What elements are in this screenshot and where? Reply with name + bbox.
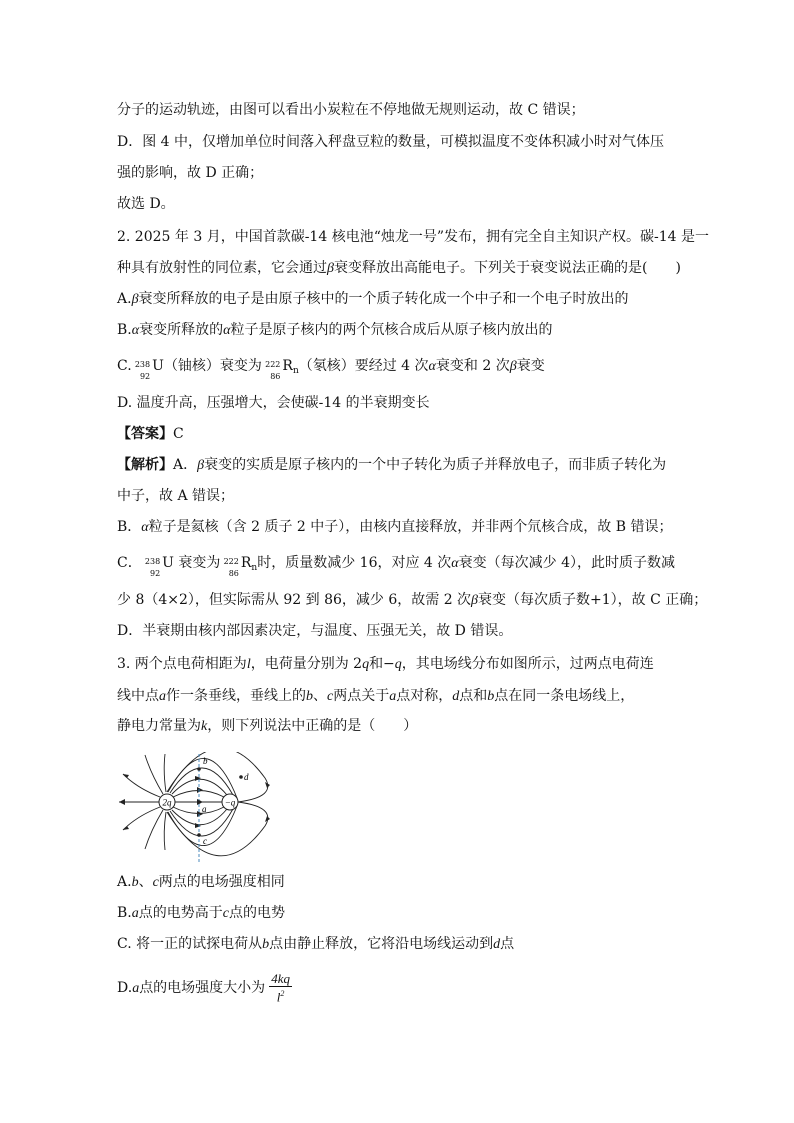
q3-text: 3. 两个点电荷相距为 [117,656,247,672]
q2-analysis-line-6 [117,621,512,641]
prev-text-4: 故选 D。 [117,196,175,212]
option-a-text: 衰变所释放的电子是由原子核中的一个质子转化成一个中子和一个电子时放出的 [138,291,629,307]
q2-option-a [117,289,629,310]
option-c-text-2: （氡核）要经过 4 次 [298,358,429,374]
mass-number: 222 [265,360,281,369]
point-a [197,800,201,804]
analysis-c-text-1: U 衰变为 [162,555,221,571]
option-b-text: 点的电势 [228,905,285,921]
q2-analysis-line-4 [117,553,675,578]
analysis-a-text: 衰变的实质是原子核内的一个中子转化为质子并释放电子，而非质子转化为 [204,457,667,473]
atomic-number: 86 [228,569,239,578]
beta-symbol: β [131,292,139,307]
mass-number: 238 [144,557,161,566]
field-line [164,754,166,792]
var-d: d [493,937,501,952]
element-symbol-sub: n [292,366,299,376]
fraction-denominator [269,987,292,1004]
analysis-c-text-5: 衰变（每次质子数+1），故 C 正确； [478,592,708,608]
atomic-number: 92 [149,569,161,578]
var-l: l [276,989,281,1005]
label-a: a [202,804,207,814]
prev-text-2: D．图 4 中，仅增加单位时间落入秤盘豆粒的数量，可模拟温度不变体积减小时对气体压 [117,134,665,150]
q3-text: 和− [369,656,395,672]
element-symbol: U [152,358,164,374]
var-k: k [201,719,208,734]
alpha-symbol: α [141,520,149,535]
var-d: d [452,689,460,704]
option-c-text-3: 衰变和 2 次 [435,358,510,374]
q3-option-c [117,934,514,955]
var-b: b [262,937,270,952]
var-a: a [132,981,140,997]
q3-stem-line-2 [117,686,634,707]
q2-stem-line-1 [117,227,709,247]
option-a-text: 两点的电场强度相同 [158,874,285,890]
option-b-label: B. [117,322,132,338]
analysis-c-text-2: 时，质量数减少 16，对应 4 次 [257,555,452,571]
q3-text: 、 [313,688,327,704]
q3-text: 作一条垂线，垂线上的 [166,688,306,704]
electric-field-diagram [117,752,282,864]
option-c-text: 点 [500,936,515,952]
q3-text: ，电荷量分别为 2 [250,656,363,672]
q3-stem-line-1 [117,654,654,675]
q3-text: 点和 [459,688,488,704]
option-c-text: C. 将一正的试探电荷从 [117,936,263,952]
option-b-text-mid: 衰变所释放的 [139,322,224,338]
q2-analysis-line-3 [117,517,672,538]
option-d-text: D. 温度升高，压强增大，会使碳-14 的半衰期变长 [117,395,430,411]
var-a: a [131,906,139,921]
q3-option-b [117,903,285,924]
alpha-symbol: α [451,556,459,571]
alpha-symbol: α [428,359,436,374]
beta-symbol: β [197,458,205,473]
prev-line-2 [117,132,664,152]
prev-text-3: 强的影响，故 D 正确； [117,165,264,181]
var-b: b [131,875,139,890]
q3-option-a [117,872,285,893]
var-q: q [362,657,370,672]
option-d-label: D. [117,980,133,997]
q2-option-c [117,356,545,381]
fraction-numerator: 4kq [271,971,290,986]
alpha-symbol: α [223,323,231,338]
q3-text: ，其电场线分布如图所示，过两点电荷连 [401,656,654,672]
analysis-label: 【解析】 [117,457,173,473]
field-line [145,810,163,849]
var-c: c [152,875,159,890]
field-line [145,755,163,794]
element-symbol: R [282,358,293,374]
label-b: b [203,756,208,766]
var-c: c [327,689,334,704]
arrow [119,799,125,805]
q3-option-d [117,972,292,1004]
q3-text: 点对称， [396,688,453,704]
prev-line-1 [117,100,585,120]
var-c: c [222,906,229,921]
beta-symbol: β [471,593,479,608]
charge-label-2q: 2q [162,797,172,808]
option-c-text-1: （铀核）衰变为 [163,358,262,374]
q2-stem-2a: 种具有放射性的同位素，它会通过 [117,260,327,276]
point-d [239,775,243,779]
prev-text-1: 分子的运动轨迹，由图可以看出小炭粒在不停地做无规则运动，故 C 错误； [117,102,585,118]
q2-analysis-line-1 [117,455,666,476]
arrow [195,823,201,828]
arrow [195,776,201,781]
q2-option-d [117,393,430,413]
var-a: a [159,689,166,704]
var-b: b [306,689,313,704]
answer-label: 【答案】 [117,426,173,442]
radon-isotope [266,361,280,381]
option-c-text-4: 衰变 [516,358,545,374]
element-symbol: R [240,555,252,571]
analysis-c-label: C． [117,555,142,571]
radon-isotope [225,558,239,578]
q3-text: ，则下列说法中正确的是（ ） [207,718,418,734]
field-line [164,812,166,850]
prev-line-3 [117,163,263,183]
option-b-text: 粒子是原子核内的两个氘核合成后从原子核内放出的 [230,322,553,338]
analysis-d-text: D．半衰期由核内部因素决定，与温度、压强无关，故 D 错误。 [117,623,513,639]
mass-number: 238 [134,360,151,369]
q2-analysis-line-5 [117,590,707,611]
var-a: a [389,689,397,704]
q2-answer [117,424,184,444]
fraction-4kq-over-l2 [269,972,292,1004]
point-c [197,833,201,837]
atomic-number: 86 [270,372,281,381]
analysis-a-text-2: 中子，故 A 错误； [117,488,235,504]
q3-text: 点在同一条电场线上， [494,688,635,704]
element-symbol-sub: n [251,563,258,573]
q3-text: 两点关于 [333,688,390,704]
q2-stem-1: 2. 2025 年 3 月，中国首款碳-14 核电池“烛龙一号”发布，拥有完全自主知识产权。碳-14 是一 [117,229,709,245]
analysis-b-text: 粒子是氦核（含 2 质子 2 中子），由核内直接释放，并非两个氘核合成，故 B 错误； [148,519,673,535]
arrow [197,787,203,793]
option-c-label: C. [117,358,132,374]
q2-option-b [117,320,552,341]
var-q: q [394,657,402,672]
var-l: l [246,657,251,672]
atomic-number: 92 [139,372,151,381]
option-b-text: 点的电势高于 [138,905,223,921]
answer-value: C [173,426,184,442]
q2-stem-line-2 [117,258,681,279]
q3-text: 线中点 [117,688,159,704]
uranium-isotope [146,558,160,578]
option-d-text: 点的电场强度大小为 [139,980,266,997]
exponent: 2 [280,989,285,998]
option-c-text: 点由静止释放，它将沿电场线运动到 [269,936,494,952]
analysis-c-text-3: 衰变（每次减少 4），此时质子数减 [458,555,676,571]
prev-line-4 [117,194,175,214]
var-b: b [487,689,495,704]
q2-stem-2c: 衰变释放出高能电子。下列关于衰变说法正确的是( ) [333,260,681,276]
label-c: c [203,836,207,846]
option-a-label: A. [117,291,132,307]
charge-label-neg-q: −q [224,797,236,808]
field-line [172,779,227,795]
q3-stem-line-3 [117,716,417,737]
q2-stem-beta: β [327,261,334,276]
field-line [172,809,227,825]
beta-symbol: β [509,359,517,374]
point-b [197,767,201,771]
alpha-symbol: α [131,323,140,338]
analysis-b-label: B． [117,519,142,535]
analysis-c-text-4: 少 8（4×2），但实际需从 92 到 86，减少 6，故需 2 次 [117,592,472,608]
option-a-text: 、 [138,874,153,890]
field-lines [119,752,268,856]
label-d: d [244,772,249,782]
q3-text: 静电力常量为 [117,718,201,734]
q2-analysis-line-2 [117,486,234,506]
mass-number: 222 [223,557,239,566]
uranium-isotope [136,361,150,381]
analysis-a-label: A． [173,457,198,473]
option-b-label: B. [117,905,132,921]
option-a-label: A. [117,874,132,890]
